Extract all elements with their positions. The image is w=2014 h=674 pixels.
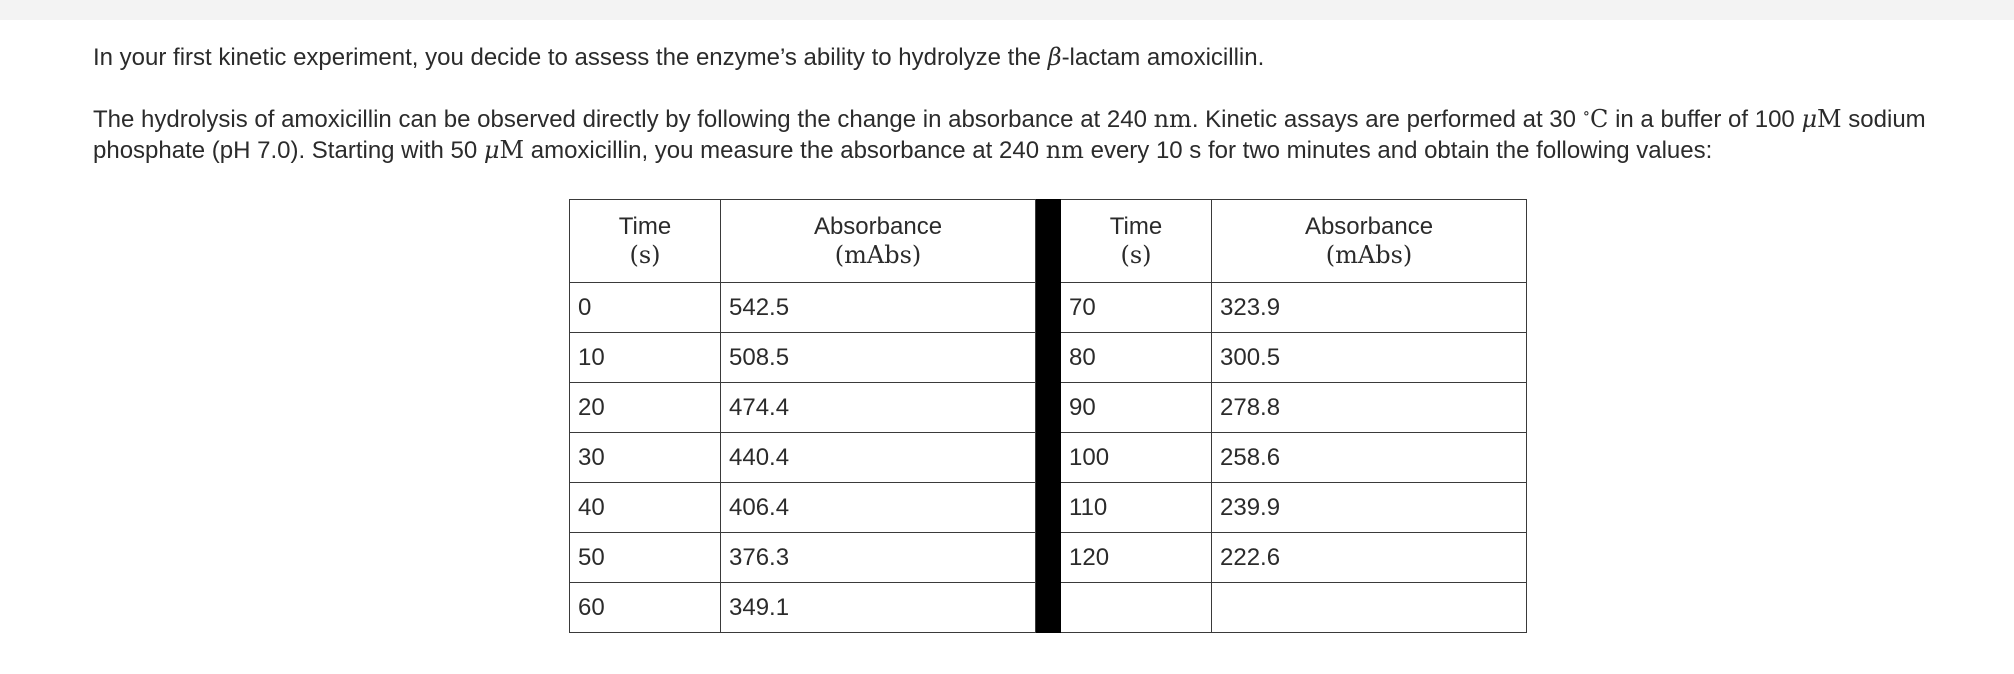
table-separator	[1036, 483, 1061, 533]
table-header-row	[570, 200, 1527, 283]
cell-absorbance: 239.9	[1212, 483, 1527, 533]
table-row	[570, 383, 1527, 433]
unit-nm: nm	[1045, 136, 1084, 164]
assay-text-5: amoxicillin, you measure the absorbance at 240	[524, 137, 1046, 164]
header-abs-label: Absorbance	[1304, 213, 1434, 240]
table-separator	[1036, 283, 1061, 333]
beta-symbol: β	[1047, 43, 1062, 71]
header-time-unit: (s)	[1120, 241, 1152, 269]
table-row	[570, 583, 1527, 633]
header-time-label: Time	[1109, 213, 1163, 240]
header-absorbance	[721, 200, 1036, 283]
header-time-unit: (s)	[629, 241, 661, 269]
cell-time: 70	[1061, 283, 1212, 333]
table-row	[570, 333, 1527, 383]
unit-molar: M	[1817, 105, 1842, 133]
cell-absorbance: 542.5	[721, 283, 1036, 333]
header-abs-unit: (mAbs)	[1325, 241, 1413, 269]
degree-symbol: ∘	[1582, 104, 1591, 122]
header-time	[570, 200, 721, 283]
cell-absorbance: 349.1	[721, 583, 1036, 633]
header-abs-unit: (mAbs)	[834, 241, 922, 269]
table-separator	[1036, 533, 1061, 583]
assay-text-1: The hydrolysis of amoxicillin can be observed directly by following the change in absorbance at 240	[93, 106, 1154, 133]
cell-absorbance: 406.4	[721, 483, 1036, 533]
cell-absorbance: 300.5	[1212, 333, 1527, 383]
table-separator	[1036, 433, 1061, 483]
cell-time: 0	[570, 283, 721, 333]
cell-time: 20	[570, 383, 721, 433]
table-separator	[1036, 583, 1061, 633]
header-abs-label: Absorbance	[813, 213, 943, 240]
cell-absorbance: 222.6	[1212, 533, 1527, 583]
cell-time: 90	[1061, 383, 1212, 433]
cell-absorbance: 258.6	[1212, 433, 1527, 483]
unit-molar: M	[499, 136, 525, 164]
cell-absorbance: 376.3	[721, 533, 1036, 583]
problem-text	[93, 42, 1973, 166]
cell-absorbance: 508.5	[721, 333, 1036, 383]
assay-text-3: in a buffer of 100	[1608, 106, 1802, 133]
cell-time: 40	[570, 483, 721, 533]
cell-time: 100	[1061, 433, 1212, 483]
top-header-strip	[0, 0, 2014, 20]
intro-text-end: -lactam amoxicillin.	[1061, 44, 1265, 71]
intro-text: In your first kinetic experiment, you decide to assess the enzyme’s ability to hydrolyze the	[93, 44, 1048, 71]
table-row	[570, 283, 1527, 333]
absorbance-table	[569, 199, 1527, 633]
cell-time: 30	[570, 433, 721, 483]
cell-time: 120	[1061, 533, 1212, 583]
table-separator	[1036, 200, 1061, 283]
table-row	[570, 533, 1527, 583]
assay-text-6: every 10 s for two minutes and obtain the following values:	[1083, 137, 1713, 164]
table-separator	[1036, 383, 1061, 433]
cell-absorbance: 323.9	[1212, 283, 1527, 333]
cell-time: 80	[1061, 333, 1212, 383]
intro-paragraph	[93, 42, 1973, 73]
assay-text-4: sodium phosphate (pH 7.0). Starting with 50	[93, 106, 1926, 164]
assay-text-2: . Kinetic assays are performed at 30	[1191, 106, 1583, 133]
cell-time: 60	[570, 583, 721, 633]
cell-time: 50	[570, 533, 721, 583]
unit-celsius: C	[1590, 105, 1609, 133]
table-row	[570, 483, 1527, 533]
table-separator	[1036, 333, 1061, 383]
cell-absorbance: 278.8	[1212, 383, 1527, 433]
cell-absorbance: 474.4	[721, 383, 1036, 433]
cell-time: 110	[1061, 483, 1212, 533]
table-row	[570, 433, 1527, 483]
mu-symbol: μ	[483, 136, 500, 164]
header-time	[1061, 200, 1212, 283]
unit-nm: nm	[1153, 105, 1192, 133]
mu-symbol: μ	[1801, 105, 1818, 133]
assay-paragraph	[93, 98, 1973, 166]
cell-absorbance	[1212, 583, 1527, 633]
cell-time	[1061, 583, 1212, 633]
cell-time: 10	[570, 333, 721, 383]
cell-absorbance: 440.4	[721, 433, 1036, 483]
header-absorbance	[1212, 200, 1527, 283]
header-time-label: Time	[618, 213, 672, 240]
